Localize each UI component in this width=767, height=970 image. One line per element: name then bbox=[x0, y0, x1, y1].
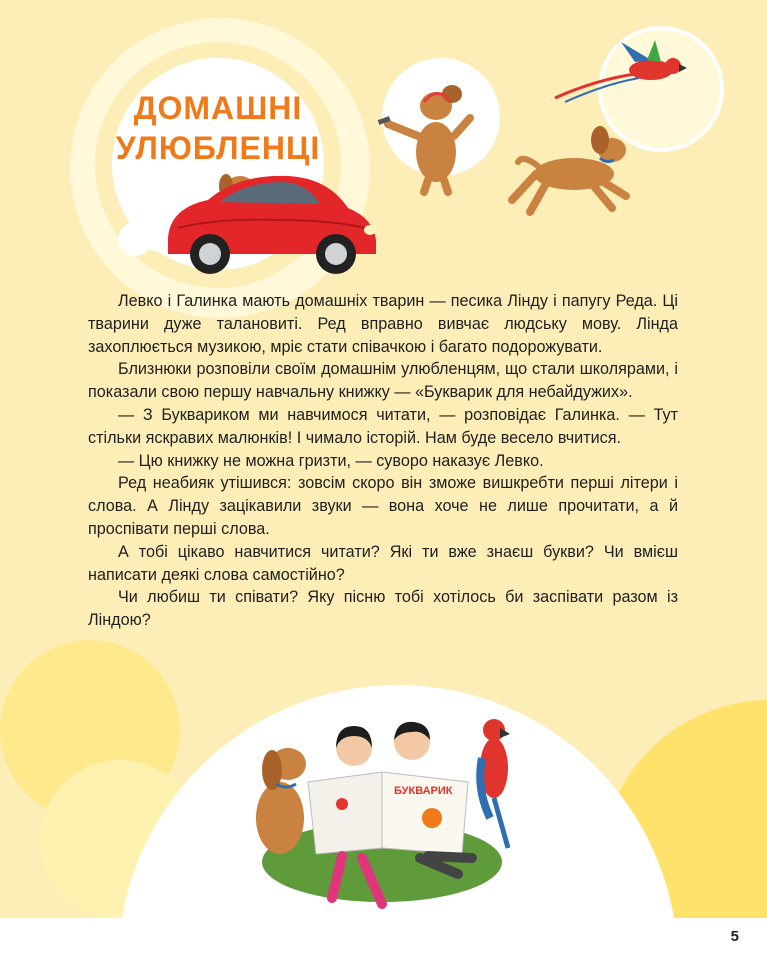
running-dog-illustration bbox=[508, 118, 648, 218]
page-number: 5 bbox=[730, 928, 739, 945]
parrot-tail bbox=[555, 74, 635, 98]
standing-parrot-beak bbox=[500, 728, 510, 738]
sitting-dog-body bbox=[256, 782, 304, 854]
car-hub bbox=[199, 243, 221, 265]
book-cover-title: БУКВАРИК bbox=[394, 785, 453, 797]
title-line-1: ДОМАШНІ bbox=[133, 90, 303, 126]
singing-dog-body bbox=[416, 122, 456, 182]
paragraph: Чи любиш ти співати? Яку пісню тобі хотілось би заспівати разом із Ліндою? bbox=[88, 588, 678, 630]
singing-dog-arm bbox=[388, 124, 418, 136]
car-hub bbox=[325, 243, 347, 265]
page-title bbox=[112, 88, 324, 168]
book-picture bbox=[336, 798, 348, 810]
book-left-page bbox=[308, 772, 382, 854]
paragraph: Близнюки розповіли своїм домашнім улюбленцям, що стали школярами, і показали свою першу навчальну книжку — «Букварик для небайдужих». bbox=[88, 360, 678, 402]
paragraph: Левко і Галинка мають домашніх тварин — песика Лінду і папугу Реда. Ці тварини дуже талановиті. Ред вправно вивчає людську мову. Лінда захоплюється музикою, мріє стати співачкою і багато подорожувати. bbox=[88, 292, 678, 356]
parrot-wing bbox=[647, 40, 661, 62]
paragraph: А тобі цікаво навчитися читати? Які ти вже знаєш букви? Чи вмієш написати деякі слова самостійно? bbox=[88, 542, 678, 584]
running-dog-tail bbox=[518, 159, 538, 166]
story-text bbox=[88, 290, 678, 632]
paragraph: — Цю книжку не можна гризти, — суворо наказує Левко. bbox=[118, 451, 544, 470]
running-dog-ear bbox=[591, 126, 609, 154]
standing-parrot-tail bbox=[494, 798, 508, 848]
car-illustration bbox=[158, 168, 382, 278]
paragraph: Ред неабияк утішився: зовсім скоро він зможе вишкребти перші літери і слова. А Лінду зацікавили звуки — вона хоче не лише прочитати, а й проспівати перші слова. bbox=[88, 474, 678, 538]
singing-dog-arm bbox=[454, 118, 470, 136]
singing-dog-ear bbox=[442, 85, 462, 103]
paragraph: — З Буквариком ми навчимося читати, — розповідає Галинка. — Тут стільки яскравих малюнків! І чимало історій. Нам буде весело вчитися. bbox=[88, 405, 678, 447]
book-picture bbox=[422, 808, 442, 828]
title-line-2: УЛЮБЛЕНЦІ bbox=[115, 130, 321, 166]
children-reading-illustration bbox=[232, 708, 528, 930]
flying-parrot-illustration bbox=[555, 40, 695, 110]
car-headlight bbox=[364, 225, 376, 235]
parrot-head bbox=[665, 58, 681, 74]
parrot-beak bbox=[679, 64, 687, 72]
parrot-wing bbox=[621, 42, 651, 62]
singing-dog-illustration bbox=[378, 76, 490, 196]
